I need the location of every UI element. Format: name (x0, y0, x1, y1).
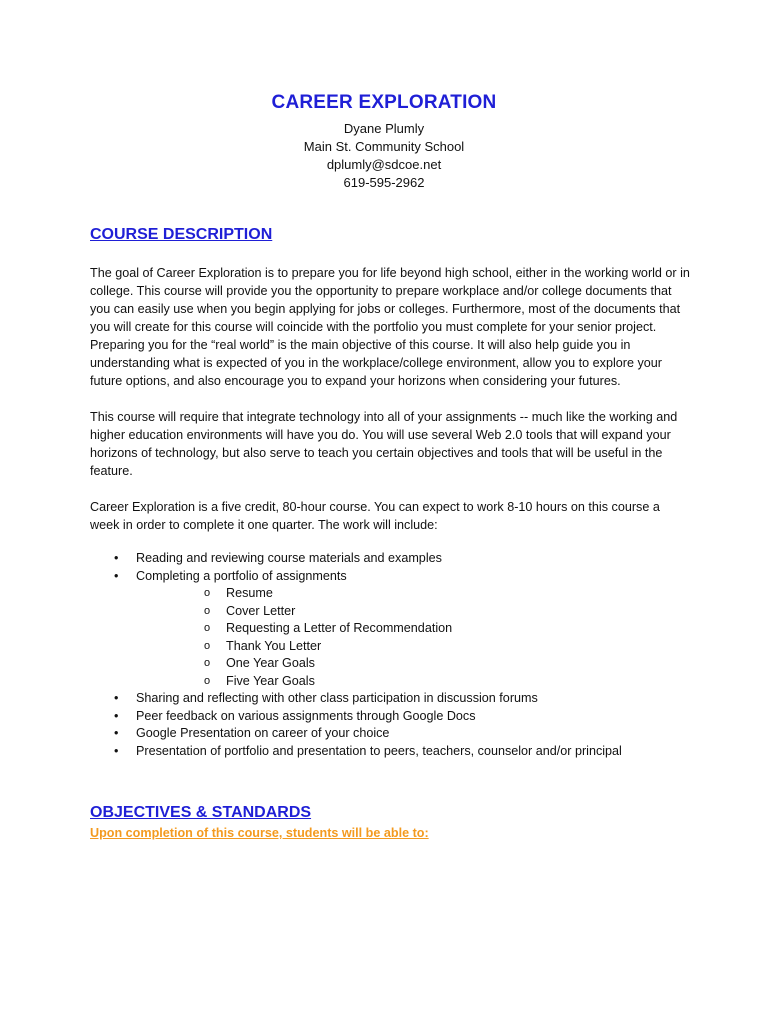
list-item-text: Google Presentation on career of your choice (136, 726, 390, 740)
sub-list-item (136, 655, 690, 673)
circle-bullet-icon: o (204, 604, 211, 617)
circle-bullet-icon: o (204, 657, 211, 669)
list-item (90, 708, 690, 726)
circle-bullet-icon: o (204, 622, 211, 634)
circle-bullet-icon: o (204, 587, 211, 599)
sub-list-item (136, 620, 690, 638)
list-item-text: Reading and reviewing course materials and examples (136, 551, 442, 565)
list-item (90, 550, 690, 568)
course-description-heading: COURSE DESCRIPTION (90, 226, 273, 243)
document-title: CAREER EXPLORATION (271, 92, 497, 113)
bullet-icon: • (114, 551, 119, 565)
portfolio-list (136, 585, 690, 690)
sub-list-item (136, 673, 690, 691)
work-list (90, 550, 690, 760)
description-paragraph-2: This course will require that integrate technology into all of your assignments -- much like the working and higher education environments will have you do. You will use several Web 2.0 tools that will expand your horizons of technology, but also serve to teach you certain objectives and tools that will be useful in the feature. (90, 410, 678, 478)
bullet-icon: • (114, 691, 119, 705)
sub-list-item-text: Five Year Goals (226, 673, 315, 688)
list-item (90, 690, 690, 708)
list-item-text: Presentation of portfolio and presentation to peers, teachers, counselor and/or principal (136, 743, 622, 758)
sub-list-item-text: Requesting a Letter of Recommendation (226, 621, 453, 635)
description-paragraph-1: The goal of Career Exploration is to prepare you for life beyond high school, either in the working world or in college. This course will provide you the opportunity to prepare workplace and/or college documents that you can easily use when you begin applying for jobs or colleges. Furthermore, most of the documents that you will create for this course will coincide with the portfolio you must complete for your senior project. Preparing you for the “real world” is the main objective of this course. It will also help guide you in understanding what is expected of you in the workplace/college environment, allow you to explore your future options, and also encourage you to expand your horizons when considering your futures. (90, 266, 690, 388)
school-name: Main St. Community School (303, 139, 465, 154)
sub-list-item-text: Resume (226, 586, 273, 600)
author-phone: 619-595-2962 (343, 175, 425, 190)
sub-list-item-text: Thank You Letter (226, 638, 322, 653)
list-item-text: Completing a portfolio of assignments (136, 568, 347, 583)
bullet-icon: • (114, 743, 119, 758)
bullet-icon: • (114, 726, 119, 740)
objectives-section (90, 804, 690, 840)
circle-bullet-icon: o (204, 639, 211, 652)
author-name: Dyane Plumly (343, 121, 425, 136)
list-item-text: Sharing and reflecting with other class participation in discussion forums (136, 691, 538, 705)
sub-list-item-text: One Year Goals (226, 656, 315, 670)
document-body (90, 226, 690, 840)
circle-bullet-icon: o (204, 674, 211, 687)
list-item-text: Peer feedback on various assignments through Google Docs (136, 708, 476, 723)
description-paragraph-3: Career Exploration is a five credit, 80-hour course. You can expect to work 8-10 hours on this course a week in order to complete it one quarter. The work will include: (90, 500, 660, 532)
sub-list-item (136, 585, 690, 603)
sub-list-item (136, 603, 690, 621)
list-item (90, 725, 690, 743)
author-email: dplumly@sdcoe.net (326, 157, 442, 172)
objectives-intro: Upon completion of this course, students will be able to: (90, 826, 429, 840)
sub-list-item (136, 638, 690, 656)
bullet-icon: • (114, 568, 119, 583)
objectives-heading: OBJECTIVES & STANDARDS (90, 804, 312, 821)
bullet-icon: • (114, 708, 119, 723)
document-header (0, 92, 768, 192)
sub-list-item-text: Cover Letter (226, 603, 296, 618)
list-item (90, 568, 690, 691)
list-item (90, 743, 690, 761)
